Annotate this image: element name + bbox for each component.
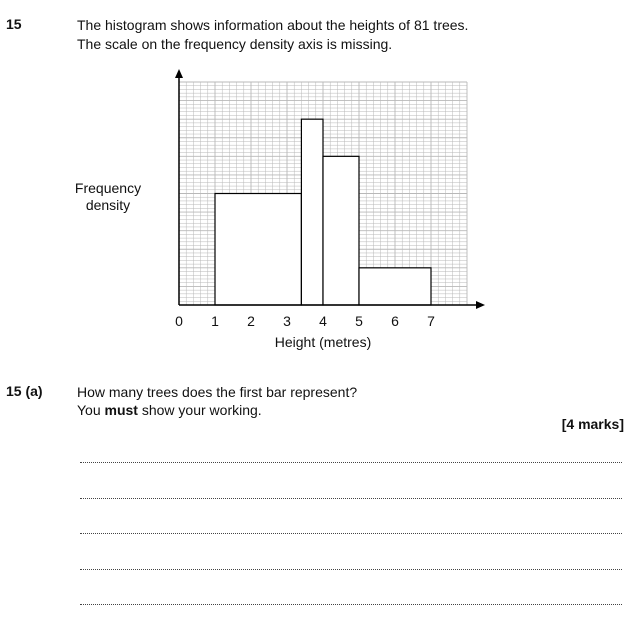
y-axis-arrow bbox=[175, 69, 183, 78]
histogram-bar-2 bbox=[301, 119, 323, 305]
answer-line[interactable] bbox=[80, 462, 622, 463]
answer-line[interactable] bbox=[80, 498, 622, 499]
answer-line[interactable] bbox=[80, 604, 622, 605]
question-number: 15 bbox=[6, 16, 22, 32]
part-a-question-text: How many trees does the first bar represent? bbox=[77, 384, 358, 400]
answer-line[interactable] bbox=[80, 533, 622, 534]
histogram-bar-1 bbox=[215, 194, 301, 306]
intro-line-2: The scale on the frequency density axis is missing. bbox=[77, 36, 393, 52]
x-tick-label-4: 4 bbox=[319, 313, 327, 329]
part-a-working-instruction bbox=[77, 401, 357, 419]
working-suffix: show your working. bbox=[137, 402, 262, 418]
x-tick-label-5: 5 bbox=[355, 313, 363, 329]
working-emphasis: must bbox=[104, 402, 138, 418]
y-axis-label-line-2: density bbox=[85, 197, 131, 213]
y-axis-label-line-1: Frequency bbox=[74, 180, 142, 196]
answer-line[interactable] bbox=[80, 569, 622, 570]
x-tick-label-1: 1 bbox=[211, 313, 219, 329]
x-axis-label: Height (metres) bbox=[274, 334, 372, 350]
working-prefix: You bbox=[77, 402, 105, 418]
intro-line-1: The histogram shows information about the heights of 81 trees. bbox=[77, 17, 469, 33]
part-a-number: 15 (a) bbox=[6, 383, 43, 399]
histogram-bar-4 bbox=[359, 268, 431, 305]
marks-label: [4 marks] bbox=[561, 416, 624, 432]
histogram-bar-3 bbox=[323, 156, 359, 305]
part-a-question bbox=[77, 383, 357, 419]
x-tick-labels bbox=[175, 313, 435, 329]
x-tick-label-0: 0 bbox=[175, 313, 183, 329]
x-tick-label-7: 7 bbox=[427, 313, 435, 329]
x-tick-label-6: 6 bbox=[391, 313, 399, 329]
x-tick-label-3: 3 bbox=[283, 313, 291, 329]
x-axis-arrow bbox=[476, 301, 485, 309]
x-tick-label-2: 2 bbox=[247, 313, 255, 329]
